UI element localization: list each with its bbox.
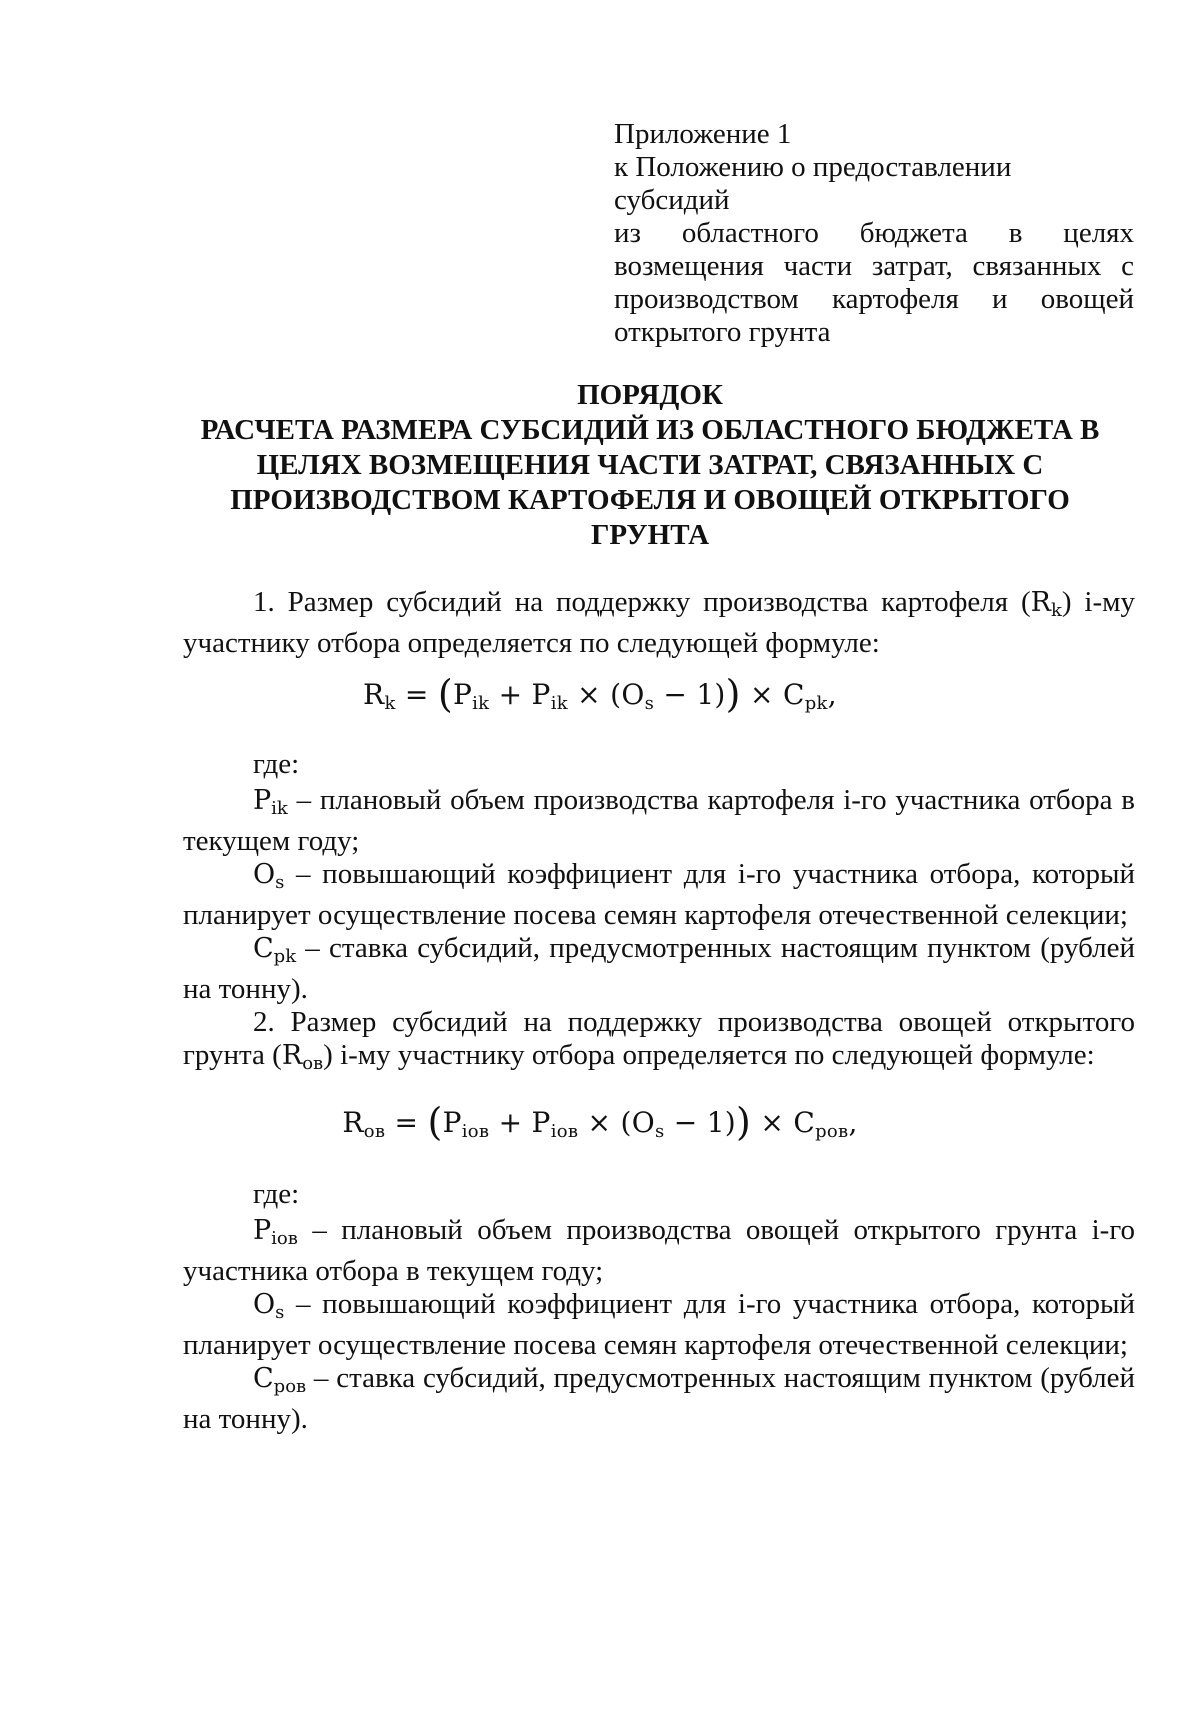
- section1-definitions: [183, 784, 1135, 1080]
- definition: $C_{pk}$ – ставка субсидий, предусмотренных настоящим пунктом (рублей на тонну).: [183, 932, 1135, 1005]
- document-heading: [170, 378, 1130, 553]
- definition: $O_s$ – повышающий коэффициент для i-го участника отбора, который планирует осуществление посева семян картофеля отечественной селекции;: [183, 1288, 1135, 1361]
- section2-definitions: [183, 1214, 1135, 1436]
- formula-vegetables: $R_{ов} = (P_{iов} + P_{iов} \times (O_s - 1)) \times C_{pов}$,: [342, 1100, 858, 1144]
- appendix-title: Приложение 1: [614, 118, 792, 150]
- paragraph: 2. Размер субсидий на поддержку производства овощей открытого грунта $(R_{ов})$ i-му участнику отбора определяется по следующей формуле:: [183, 1006, 1135, 1074]
- definition: $P_{ik}$ – плановый объем производства картофеля i-го участника отбора в текущем году;: [183, 784, 1135, 857]
- appendix-line: открытого грунта: [614, 316, 831, 348]
- heading-line: ПОРЯДОК: [577, 379, 723, 411]
- heading-line: ПРОИЗВОДСТВОМ КАРТОФЕЛЯ И ОВОЩЕЙ ОТКРЫТОГО: [230, 484, 1070, 516]
- definition: $O_s$ – повышающий коэффициент для i-го участника отбора, который планирует осуществление посева семян картофеля отечественной селекции;: [183, 858, 1135, 931]
- where-label: где:: [253, 748, 300, 780]
- section1-intro: [183, 586, 1135, 660]
- appendix-line: из областного бюджета в целях: [614, 217, 1134, 249]
- heading-line: РАСЧЕТА РАЗМЕРА СУБСИДИЙ ИЗ ОБЛАСТНОГО БЮДЖЕТА В: [200, 414, 1100, 446]
- formula-potato: $R_k = (P_{ik} + P_{ik} \times (O_s - 1)) \times C_{pk}$,: [363, 672, 837, 716]
- where-label: где:: [253, 1178, 300, 1210]
- appendix-header: [614, 118, 1134, 349]
- heading-line: ЦЕЛЯХ ВОЗМЕЩЕНИЯ ЧАСТИ ЗАТРАТ, СВЯЗАННЫХ С: [256, 449, 1044, 481]
- appendix-line: производством картофеля и овощей: [614, 283, 1134, 315]
- appendix-line: к Положению о предоставлении субсидий: [614, 151, 1012, 216]
- heading-line: ГРУНТА: [590, 519, 710, 551]
- definition: $P_{iов}$ – плановый объем производства овощей открытого грунта i-го участника отбора в текущем году;: [183, 1214, 1135, 1287]
- definition: $C_{pов}$ – ставка субсидий, предусмотренных настоящим пунктом (рублей на тонну).: [183, 1362, 1135, 1435]
- paragraph: 1. Размер субсидий на поддержку производства картофеля $(R_k)$ i-му участнику отбора определяется по следующей формуле:: [183, 586, 1135, 659]
- appendix-line: возмещения части затрат, связанных с: [614, 250, 1134, 282]
